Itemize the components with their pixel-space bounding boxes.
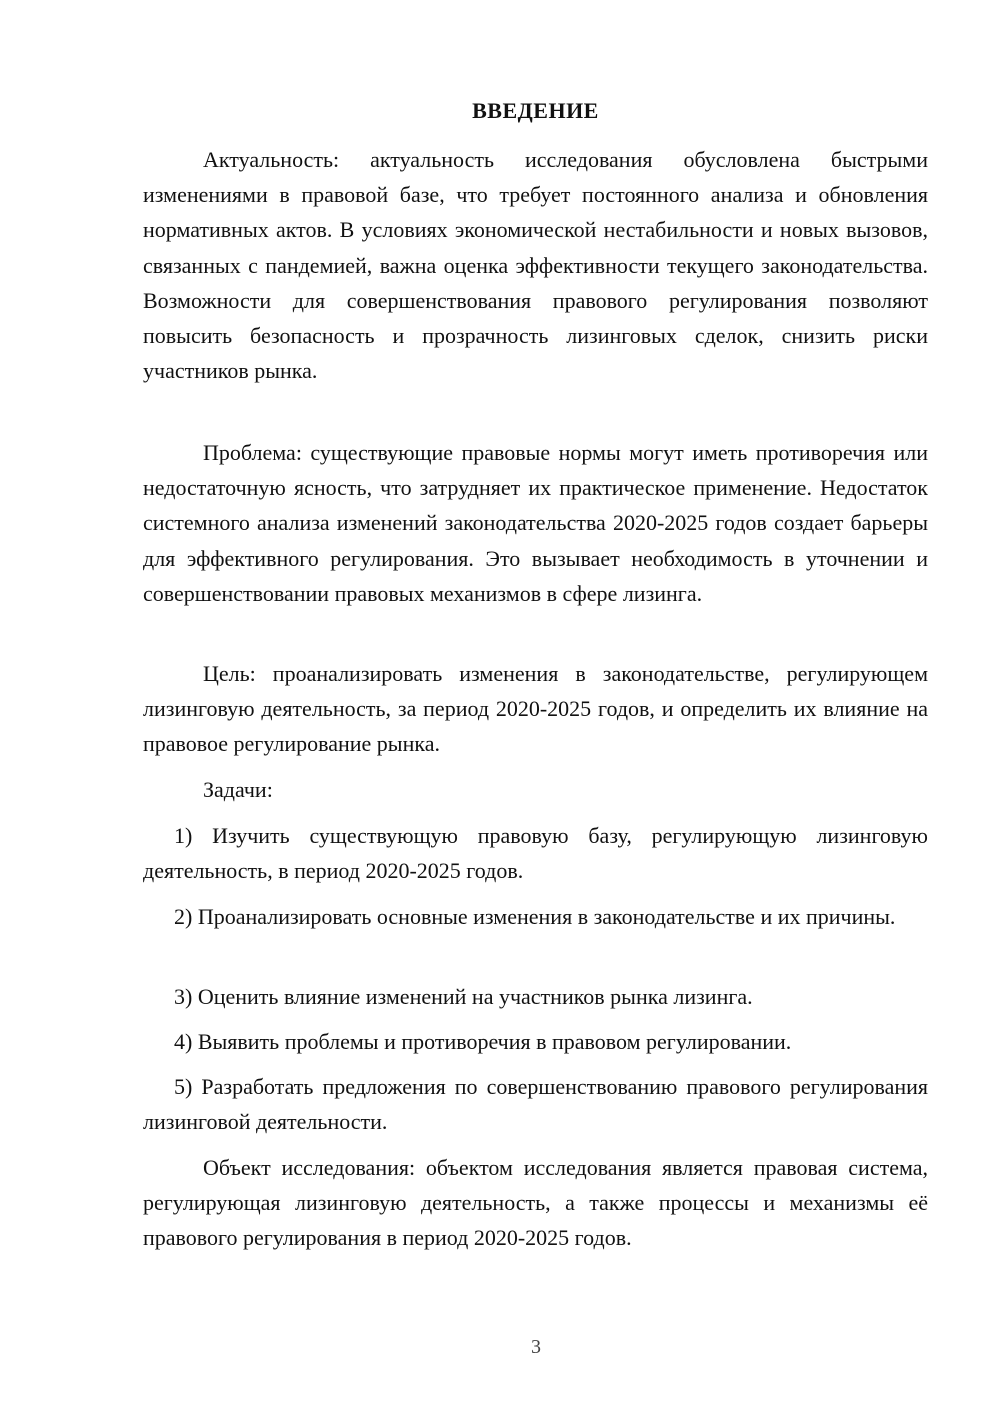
task-item-3: 3) Оценить влияние изменений на участников рынка лизинга. (174, 984, 753, 1009)
task-item-5: 5) Разработать предложения по совершенствованию правового регулирования лизинговой деятельности. (143, 1074, 928, 1135)
goal-paragraph: Цель: проанализировать изменения в законодательстве, регулирующем лизинговую деятельность, за период 2020-2025 годов, и определить их влияние на правовое регулирование рынка. (143, 661, 928, 757)
task-item-2: 2) Проанализировать основные изменения в законодательстве и их причины. (174, 904, 896, 929)
task-item-4: 4) Выявить проблемы и противоречия в правовом регулировании. (174, 1029, 792, 1054)
object-paragraph: Объект исследования: объектом исследования является правовая система, регулирующая лизинговую деятельность, а также процессы и механизмы её правового регулирования в период 2020-2025 годов. (143, 1155, 928, 1251)
problem-paragraph: Проблема: существующие правовые нормы могут иметь противоречия или недостаточную ясность, что затрудняет их практическое применение. Недостаток системного анализа изменений законодательства 2020-2025 годов создает барьеры для эффективного регулирования. Это вызывает необходимость в уточнении и совершенствовании правовых механизмов в сфере лизинга. (143, 440, 928, 606)
page-number: 3 (531, 1336, 541, 1358)
tasks-heading: Задачи: (203, 777, 273, 802)
task-item-1: 1) Изучить существующую правовую базу, регулирующую лизинговую деятельность, в период 2020-2025 годов. (143, 823, 928, 884)
relevance-paragraph: Актуальность: актуальность исследования обусловлена быстрыми изменениями в правовой базе, что требует постоянного анализа и обновления нормативных актов. В условиях экономической нестабильности и новых вызовов, связанных с пандемией, важна оценка эффективности текущего законодательства. Возможности для совершенствования правового регулирования позволяют повысить безопасность и прозрачность лизинговых сделок, снизить риски участников рынка. (143, 147, 928, 384)
page-title: ВВЕДЕНИЕ (472, 98, 599, 123)
